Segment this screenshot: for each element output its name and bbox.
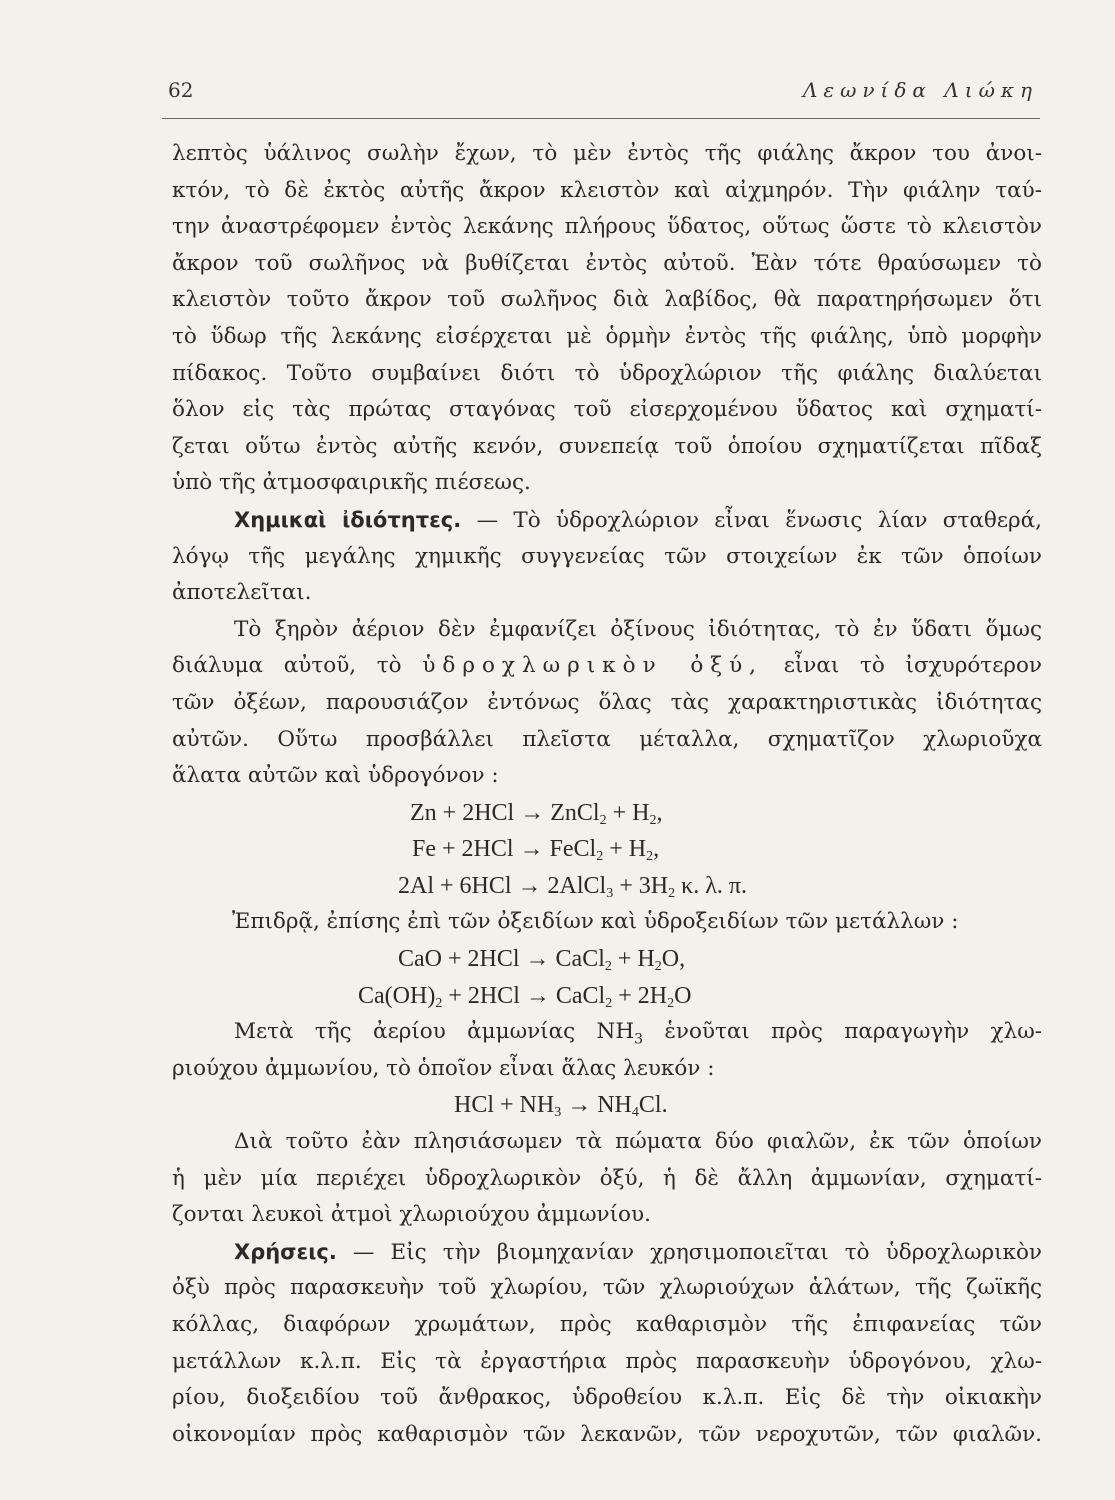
text-line: την ἀναστρέφομεν ἐντὸς λεκάνης πλήρους ὕδατος, οὕτως ὥστε τὸ κλειστὸν <box>172 214 1042 240</box>
text-line: ριούχου ἀμμωνίου, τὸ ὁποῖον εἶναι ἅλας λευκόν : <box>172 1055 715 1081</box>
section-uses-first-line <box>172 1234 1042 1271</box>
body-text <box>172 136 1042 1453</box>
section-heading-chemical: Χημικαὶ ἰδιότητες. <box>234 507 462 532</box>
text-line: κτόν, τὸ δὲ ἐκτὸς αὐτῆς ἄκρον κλειστὸν καὶ αἰχμηρόν. Τὴν φιάλην ταύ- <box>172 177 1042 203</box>
text-line: ζονται λευκοὶ ἀτμοὶ χλωριούχου ἀμμωνίου. <box>172 1202 651 1228</box>
text-line: ὑπὸ τῆς ἀτμοσφαιρικῆς πιέσεως. <box>172 470 531 496</box>
text-line: ἀποτελεῖται. <box>172 580 312 606</box>
text-line: ρίου, διοξειδίου τοῦ ἄνθρακος, ὑδροθείου κ.λ.π. Εἰς δὲ τὴν οἰκιακὴν <box>172 1385 1042 1411</box>
text-line: Ἐπιδρᾷ, ἐπίσης ἐπὶ τῶν ὀξειδίων καὶ ὑδροξειδίων τῶν μετάλλων : <box>232 909 959 935</box>
text-line: κλειστὸν τοῦτο ἄκρον τοῦ σωλῆνος διὰ λαβίδος, θὰ παρατηρήσωμεν ὅτι <box>172 287 1042 313</box>
text-line: ὀξὺ πρὸς παρασκευὴν τοῦ χλωρίου, τῶν χλωριούχων ἁλάτων, τῆς ζωϊκῆς <box>172 1275 1042 1301</box>
equation: CaO + 2HCl → CaCl$_2$ + $H_2O$, <box>398 946 686 975</box>
equation: Zn + 2HCl → ZnCl$_2$ + $H_2$, <box>410 799 663 828</box>
page-number: 62 <box>168 78 194 102</box>
text-line: Διὰ τοῦτο ἐὰν πλησιάσωμεν τὰ πώματα δύο φιαλῶν, ἐκ τῶν ὁποίων <box>234 1129 1042 1155</box>
text-span: — Τὸ ὑδροχλώριον εἶναι ἕνωσις λίαν σταθερά, <box>461 507 1042 533</box>
text-line: οἰκονομίαν πρὸς καθαρισμὸν τῶν λεκανῶν, τῶν νεροχυτῶν, τῶν φιαλῶν. <box>172 1421 1042 1447</box>
text-span: ἑνοῦται πρὸς παραγωγὴν χλω- <box>643 1019 1042 1045</box>
page-header <box>168 72 1038 112</box>
text-span: — Εἰς τὴν βιομηχανίαν χρησιμοποιεῖται τὸ ὑδροχλωρικὸν <box>336 1239 1042 1265</box>
text-line: κόλλας, διαφόρων χρωμάτων, πρὸς καθαρισμὸν τῆς ἐπιφανείας τῶν <box>172 1312 1042 1337</box>
subscript: 3 <box>634 1031 643 1048</box>
section-chemical-first-line <box>172 502 1042 539</box>
text-line: λόγῳ τῆς μεγάλης χημικῆς συγγενείας τῶν στοιχείων ἐκ τῶν ὁποίων <box>172 543 1042 569</box>
running-head: Λεωνίδα Λιώκη <box>802 78 1038 102</box>
text-span: Μετὰ τῆς ἀερίου ἀμμωνίας NH <box>234 1019 635 1045</box>
text-line: Τὸ ξηρὸν ἀέριον δὲν ἐμφανίζει ὀξίνους ἰδιότητας, τὸ ἐν ὕδατι ὅμως <box>234 616 1042 642</box>
text-line: ἅλατα αὐτῶν καὶ ὑδρογόνον : <box>172 763 499 789</box>
text-line <box>172 648 1042 685</box>
text-span: διάλυμα αὐτοῦ, τὸ <box>172 653 423 679</box>
equation: $Ca(OH)_2 + 2HCl$ → CaCl$_2$ + $2H_2O$ <box>358 982 692 1011</box>
text-line: λεπτὸς ὑάλινος σωλὴν ἔχων, τὸ μὲν ἐντὸς τῆς φιάλης ἄκρον του ἀνοι- <box>172 141 1042 166</box>
text-line: τὸ ὕδωρ τῆς λεκάνης εἰσέρχεται μὲ ὁρμὴν ἐντὸς τῆς φιάλης, ὑπὸ μορφὴν <box>172 323 1042 349</box>
text-line: ἡ μὲν μία περιέχει ὑδροχλωρικὸν ὀξύ, ἡ δὲ ἄλλη ἀμμωνίαν, σχηματί- <box>172 1165 1042 1191</box>
text-line: τῶν ὀξέων, παρουσιάζον ἐντόνως ὅλας τὰς χαρακτηριστικὰς ἰδιότητας <box>172 689 1042 715</box>
text-line: αὐτῶν. Οὕτω προσβάλλει πλεῖστα μέταλλα, σχηματῖζον χλωριοῦχα <box>172 726 1042 752</box>
header-rule <box>162 118 1040 119</box>
text-span: εἶναι τὸ ἰσχυρότερον <box>763 653 1042 679</box>
text-line: ὅλον εἰς τὰς πρώτας σταγόνας τοῦ εἰσερχομένου ὕδατος καὶ σχηματί- <box>172 397 1042 423</box>
text-line <box>172 1014 1042 1051</box>
section-heading-uses: Χρήσεις. <box>234 1239 337 1264</box>
text-line: ἄκρον τοῦ σωλῆνος νὰ βυθίζεται ἐντὸς αὐτοῦ. Ἐὰν τότε θραύσωμεν τὸ <box>172 250 1042 276</box>
emphasis-spaced: ὑδροχλωρικὸν ὀξύ, <box>422 653 764 679</box>
equation: Fe + 2HCl → FeCl$_2$ + $H_2$, <box>412 836 660 865</box>
text-line: πίδακος. Τοῦτο συμβαίνει διότι τὸ ὑδροχλώριον τῆς φιάλης διαλύεται <box>172 360 1042 386</box>
text-line: μετάλλων κ.λ.π. Εἰς τὰ ἐργαστήρια πρὸς παρασκευὴν ὑδρογόνου, χλω- <box>172 1348 1042 1374</box>
equation: HCl + $NH_3 \to NH_4Cl$. <box>454 1092 668 1121</box>
text-line: ζεται οὕτω ἐντὸς αὐτῆς κενόν, συνεπείᾳ τοῦ ὁποίου σχηματίζεται πῖδαξ <box>172 433 1042 459</box>
equation: 2Al + 6HCl → 2AlCl$_3$ + $3H_2$ κ. λ. π. <box>398 872 747 901</box>
